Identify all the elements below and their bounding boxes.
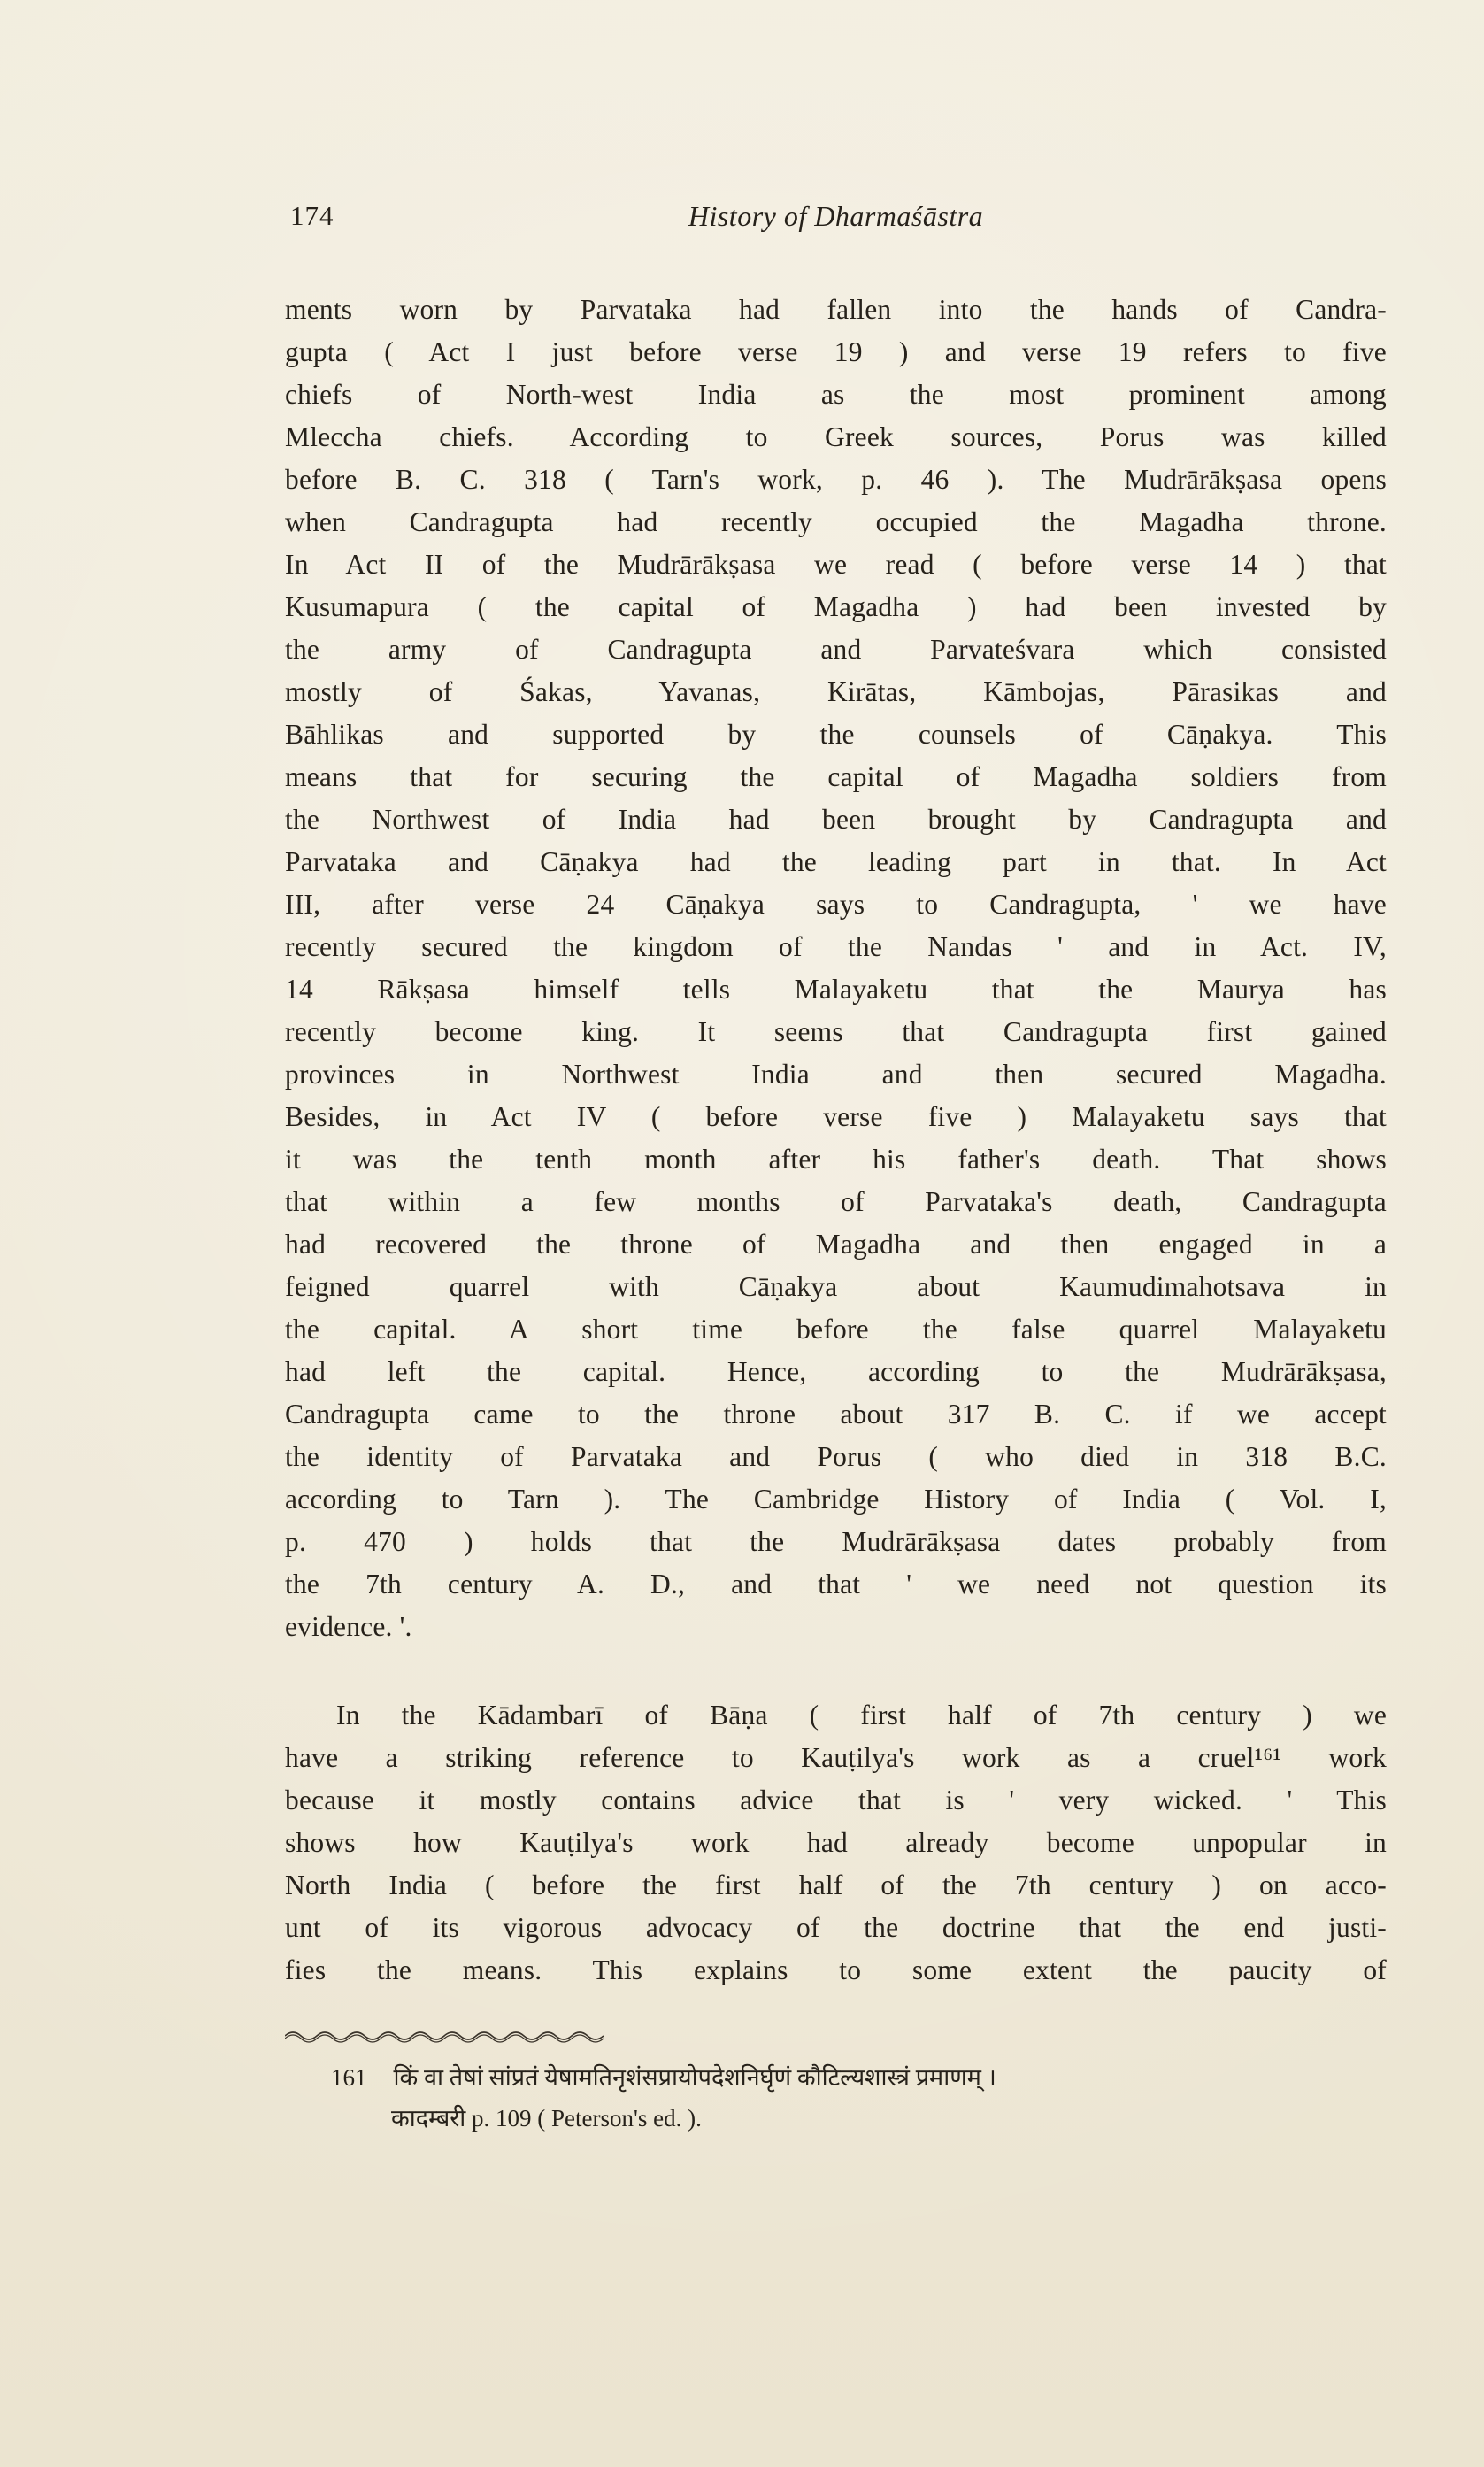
page-number: 174 bbox=[290, 200, 334, 231]
text-line: In Act II of the Mudrārākṣasa we read ( before verse 14 ) that bbox=[285, 549, 1387, 580]
footnote-sanskrit-text: किं वा तेषां सांप्रतं येषामतिनृशंसप्रायोपदेशनिर्घृणं कौटिल्यशास्त्रं प्रमाणम् । bbox=[393, 2064, 996, 2091]
text-line: that within a few months of Parvataka's death, Candragupta bbox=[285, 1186, 1387, 1217]
page-title: History of Dharmaśāstra bbox=[688, 200, 984, 232]
text-line: it was the tenth month after his father's death. That shows bbox=[285, 1144, 1387, 1175]
text-line: gupta ( Act I just before verse 19 ) and verse 19 refers to five bbox=[285, 336, 1387, 367]
text-line: feigned quarrel with Cāṇakya about Kaumudimahotsava in bbox=[285, 1271, 1387, 1302]
text-line: the 7th century A. D., and that ' we need not question its bbox=[285, 1569, 1387, 1600]
text-line: ments worn by Parvataka had fallen into the hands of Candra- bbox=[285, 294, 1387, 325]
text-line: North India ( before the first half of the 7th century ) on acco- bbox=[285, 1870, 1387, 1900]
page-content bbox=[285, 200, 1387, 2139]
footnote-reference: कादम्बरी p. 109 ( Peterson's ed. ). bbox=[391, 2105, 702, 2132]
text-line: Candragupta came to the throne about 317 B. C. if we accept bbox=[285, 1399, 1387, 1430]
text-line: means that for securing the capital of Magadha soldiers from bbox=[285, 761, 1387, 792]
page-header bbox=[285, 200, 1387, 239]
paragraph-kadambari bbox=[285, 1694, 1387, 1992]
text-line: the Northwest of India had been brought by Candragupta and bbox=[285, 804, 1387, 835]
text-line: recently secured the kingdom of the Nandas ' and in Act. IV, bbox=[285, 931, 1387, 962]
text-line: Mleccha chiefs. According to Greek sources, Porus was killed bbox=[285, 421, 1387, 452]
text-line: when Candragupta had recently occupied the Magadha throne. bbox=[285, 506, 1387, 537]
text-line: according to Tarn ). The Cambridge History of India ( Vol. I, bbox=[285, 1484, 1387, 1515]
text-line: p. 470 ) holds that the Mudrārākṣasa dates probably from bbox=[285, 1526, 1387, 1557]
text-line: unt of its vigorous advocacy of the doctrine that the end justi- bbox=[285, 1912, 1387, 1943]
text-line: shows how Kauṭilya's work had already become unpopular in bbox=[285, 1827, 1387, 1858]
text-line: had left the capital. Hence, according to the Mudrārākṣasa, bbox=[285, 1356, 1387, 1387]
text-line: before B. C. 318 ( Tarn's work, p. 46 ). The Mudrārākṣasa opens bbox=[285, 464, 1387, 495]
text-line: In the Kādambarī of Bāṇa ( first half of 7th century ) we bbox=[336, 1700, 1387, 1731]
text-line: chiefs of North-west India as the most prominent among bbox=[285, 379, 1387, 410]
text-line: Bāhlikas and supported by the counsels of Cāṇakya. This bbox=[285, 719, 1387, 750]
footnote bbox=[285, 2057, 1387, 2139]
text-line: the capital. A short time before the false quarrel Malayaketu bbox=[285, 1314, 1387, 1345]
text-line: provinces in Northwest India and then secured Magadha. bbox=[285, 1059, 1387, 1090]
text-line: the army of Candragupta and Parvateśvara which consisted bbox=[285, 634, 1387, 665]
text-line: recently become king. It seems that Candragupta first gained bbox=[285, 1016, 1387, 1047]
text-line: 14 Rākṣasa himself tells Malayaketu that the Maurya has bbox=[285, 974, 1387, 1005]
footnote-line-1 bbox=[285, 2057, 1387, 2098]
footnote-number: 161 bbox=[331, 2064, 367, 2091]
text-line: fies the means. This explains to some extent the paucity of bbox=[285, 1954, 1387, 1985]
text-line: Parvataka and Cāṇakya had the leading part in that. In Act bbox=[285, 846, 1387, 877]
text-line: III, after verse 24 Cāṇakya says to Candragupta, ' we have bbox=[285, 889, 1387, 920]
text-line: Besides, in Act IV ( before verse five ) Malayaketu says that bbox=[285, 1101, 1387, 1132]
text-line: have a striking reference to Kauṭilya's work as a cruel¹⁶¹ work bbox=[285, 1742, 1387, 1773]
text-line: had recovered the throne of Magadha and then engaged in a bbox=[285, 1229, 1387, 1260]
text-line: Kusumapura ( the capital of Magadha ) had been invested by bbox=[285, 591, 1387, 622]
text-line: the identity of Parvataka and Porus ( who died in 318 B.C. bbox=[285, 1441, 1387, 1472]
wavy-line-icon bbox=[285, 2029, 604, 2043]
paragraph-continuation bbox=[285, 289, 1387, 1648]
text-line: because it mostly contains advice that is ' very wicked. ' This bbox=[285, 1785, 1387, 1816]
footnote-separator bbox=[285, 2029, 1387, 2043]
text-line: mostly of Śakas, Yavanas, Kirātas, Kāmbojas, Pārasikas and bbox=[285, 676, 1387, 707]
text-line: evidence. '. bbox=[285, 1611, 412, 1642]
